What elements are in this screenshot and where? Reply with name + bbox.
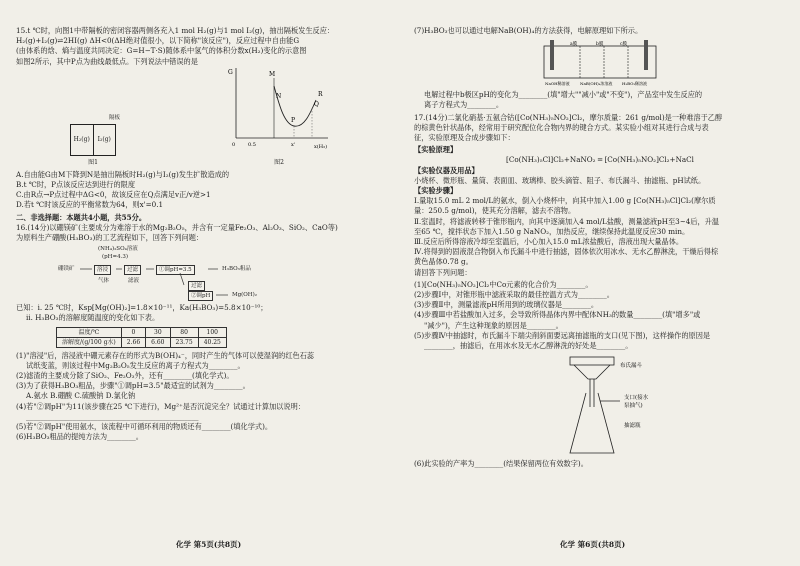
table-row xyxy=(57,337,227,347)
table-cell: 80 xyxy=(170,327,198,337)
question-line: (5)步骤Ⅳ中抽滤时，布氏漏斗下端尖削斜面要远离抽滤瓶的支口(见下图)，这样操作的原因是 xyxy=(414,330,711,340)
membrane-label: b膜 xyxy=(596,42,604,48)
fig2-caption: 图2 xyxy=(274,158,284,166)
flow-step-ph2: ②调pH xyxy=(188,291,213,301)
flow-product: H₃BO₃粗品 xyxy=(222,266,251,273)
section-heading: 二、非选择题：本题共4小题，共55分。 xyxy=(16,212,147,222)
q15-line: (由体系的焓、熵与温度共同决定：G=H−T·S)随体系中氢气的体积分数x(H₂)变化的示意图 xyxy=(16,46,307,56)
buchner-apparatus xyxy=(500,353,700,459)
fig2-point: N xyxy=(276,93,282,101)
steps xyxy=(414,196,786,278)
principle-equation: [Co(NH₃)₅Cl]Cl₂+NaNO₂ ═ [Co(NH₃)₅NO₂]Cl₂+NaCl xyxy=(506,155,694,165)
figure-2 xyxy=(224,64,334,167)
step-line: Ⅲ.反应后所得溶液冷却至室温后，小心加入15.0 mL浓盐酸后，溶液出现大量晶体。 xyxy=(414,237,684,247)
option: B.t ℃时，P点该反应达到进行的限度 xyxy=(16,180,136,190)
sub-line: A.氨水 B.硼酸 C.硫酸钠 D.氯化钠 xyxy=(26,391,136,401)
q16-subquestions xyxy=(16,351,388,443)
q6-line: (6)此实验的产率为________(结果保留两位有效数字)。 xyxy=(414,459,588,469)
known-info xyxy=(16,303,388,323)
step-line: Ⅰ.量取15.0 mL 2 mol/L的氨水，倒入小烧杯中，向其中加入1.00 g [Co(NH₃)₅Cl]Cl₂(摩尔质 xyxy=(414,196,716,206)
fig1-h2: H₂(g) xyxy=(71,125,94,155)
sub-line: (5)若"②调pH"使用氨水，该流程中可循环利用的物质还有________(填化学式)。 xyxy=(16,422,273,432)
fig2-point: P xyxy=(291,117,296,125)
buchner-diagram xyxy=(500,353,700,459)
principle-title: 【实验原理】 xyxy=(414,145,458,155)
process-flowchart xyxy=(16,245,388,301)
right-page xyxy=(414,26,786,469)
apparatus-label: 泵抽气) xyxy=(624,403,643,410)
known-line: ii. H₃BO₃的溶解度随温度的变化如下表。 xyxy=(26,313,160,323)
table-row xyxy=(57,327,227,337)
fig2-y-label: G xyxy=(228,69,233,77)
fig1-i2: I₂(g) xyxy=(97,135,111,143)
step-line: 请回答下列问题： xyxy=(414,267,472,277)
apparatus-label: 布氏漏斗 xyxy=(620,363,643,370)
table-cell: 100 xyxy=(198,327,226,337)
option: A.自由能G由M下降到N是抽出隔板时H₂(g)与I₂(g)发生扩散造成的 xyxy=(16,169,230,179)
table-cell: 30 xyxy=(146,327,170,337)
solution-label: NaOH稀溶液 xyxy=(545,81,570,87)
solubility-table xyxy=(56,327,227,348)
table-cell: 溶解度/(g/100 g水) xyxy=(57,337,122,347)
steps-title: 【实验步骤】 xyxy=(414,186,458,196)
figure-1 xyxy=(70,113,120,167)
q7-sub xyxy=(414,90,786,110)
equip-line: 小烧杯、微形瓶、量筒、表面皿、玻璃棒、胶头滴管、阻子、布氏漏斗、抽滤瓶、pH试纸。 xyxy=(414,175,706,185)
question-line: (1)[Co(NH₃)₅NO₂]Cl₂中Co元素的化合价为________。 xyxy=(414,279,593,289)
electrolysis-diagram xyxy=(540,38,660,88)
fig1-partition-label: 隔板 xyxy=(108,115,120,122)
step-line: 黄色晶体0.78 g。 xyxy=(414,257,473,267)
q15-stem xyxy=(16,26,388,67)
q16-line: 16.(14分)以硼镁矿(主要成分为难溶于水的Mg₂B₂O₅，并含有一定量Fe₂O₃、Al₂O₃、SiO₂、CaO等) xyxy=(16,222,338,232)
apparatus-label: 抽滤瓶 xyxy=(624,423,641,430)
flow-raw: 硼镁矿 xyxy=(58,266,75,273)
equip-title: 【实验仪器及用品】 xyxy=(414,165,479,175)
fig2-curve-plot xyxy=(224,64,334,152)
q17-line: 的棕黄色针状晶体，经常用于研究配位化合物内界的键合方式。某实验小组对其进行合成与表 xyxy=(414,122,709,132)
sub-line: 试纸变蓝，则该过程中Mg₂B₂O₅发生反应的离子方程式为________。 xyxy=(26,360,245,370)
flow-step-ph1: ①调pH=3.5 xyxy=(156,265,195,275)
question-line: "减少")，产生这种现象的原因是________。 xyxy=(424,320,563,330)
apparatus-label: 支口(接水 xyxy=(624,395,649,402)
solution-label: H₃BO₃稀溶液 xyxy=(622,81,647,87)
option: C.由R点→P点过程中ΔG<0，故该反应在Q点满足v正/v逆>1 xyxy=(16,190,211,200)
table-cell: 23.75 xyxy=(170,337,198,347)
question-line: ________，抽滤后，在用冰水及无水乙醇淋洗的好处是________。 xyxy=(424,341,633,351)
page-footer-left: 化学 第5页(共8页) xyxy=(176,540,242,549)
q7-line: (7)H₃BO₃也可以通过电解NaB(OH)₄的方法获得，电解原理如下所示。 xyxy=(414,26,643,35)
solution-label: NaB(OH)₄浓溶液 xyxy=(580,81,613,87)
flow-reagent: (NH₄)₂SO₄溶液 xyxy=(98,246,138,253)
membrane-label: c膜 xyxy=(620,42,628,48)
step-line: Ⅳ.将得到的固液混合物倒入布氏漏斗中进行抽滤，固体依次用冰水、无水乙醇淋洗，干燥后得棕 xyxy=(414,247,719,257)
fig2-tick: x' xyxy=(291,142,296,149)
q16-line: 为原料生产硼酸(H₃BO₃)的工艺流程如下，回答下列问题： xyxy=(16,233,204,243)
fig2-point: M xyxy=(269,71,276,79)
flow-reagent-ph: (pH=4.3) xyxy=(102,254,128,261)
q15-line: H₂(g)+I₂(g)⇌2HI(g) ΔH<0(ΔH绝对值很小，以下简称"该反应")，反应过程中自由能G xyxy=(16,36,300,46)
left-page xyxy=(16,26,388,444)
fig2-point: R xyxy=(318,91,323,99)
q16-stem xyxy=(16,223,388,243)
fig1-caption: 图1 xyxy=(88,158,98,166)
known-line: 已知：i. 25 ℃时，Ksp[Mg(OH)₂]=1.8×10⁻¹¹，Ka(H₃BO₃)=5.8×10⁻¹⁰； xyxy=(16,303,268,313)
q17-stem xyxy=(414,113,786,144)
q17-questions xyxy=(414,280,786,351)
q15-line: 15.t ℃时，向图1中带隔板的密闭容器两侧各充入1 mol H₂(g)与1 mol I₂(g)，抽出隔板发生反应： xyxy=(16,26,335,35)
sub-line: (1)"溶浸"后，溶浸液中硼元素存在的形式为B(OH)₄⁻，同时产生的气体可以使湿润的红色石蕊 xyxy=(16,350,315,360)
sub-line: 电解过程中b极区pH的变化为________(填"增大""减小"或"不变")，产品室中发生反应的 xyxy=(424,90,703,100)
q17-line: 征，实验原理及合成步骤如下： xyxy=(414,133,515,143)
question-line: (2)步骤Ⅰ中，对锥形瓶中滤液采取的最佳控温方式为________。 xyxy=(414,290,614,300)
membrane-label: a膜 xyxy=(570,42,578,48)
fig2-point: Q xyxy=(314,101,319,109)
fig1-container xyxy=(70,124,116,156)
fig2-origin: 0 xyxy=(232,142,236,149)
sub-line: (2)滤渣的主要成分除了SiO₂、Fe₂O₃外，还有________(填化学式)。 xyxy=(16,371,234,381)
q17-line: 17.(14分)二氯化硝基·五氨合钴([Co(NH₃)₅NO₂]Cl₂，摩尔质量：261 g/mol)是一种难溶于乙醇 xyxy=(414,112,723,122)
sub-line: (3)为了获得H₃BO₃粗品，步骤"①调pH=3.5"最适宜的试剂为________。 xyxy=(16,381,250,391)
step-line: Ⅱ.室温时，将滤液转移于锥形瓶内，向其中逐滴加入4 mol/L盐酸，测量滤液pH至3~4后，升温 xyxy=(414,216,720,226)
table-cell: 0 xyxy=(121,327,145,337)
step-line: 量：250.5 g/mol)，使其充分溶解，滤去不溶物。 xyxy=(414,206,576,216)
flow-gas: 气体 xyxy=(98,278,110,285)
flow-step-filter2: 过滤 xyxy=(188,281,205,291)
flow-mgoh2: Mg(OH)₂ xyxy=(232,292,257,299)
question-line: (3)步骤Ⅱ中，测量滤液pH所用到的玻璃仪器是________。 xyxy=(414,300,599,310)
step-line: 至65 ℃，搅拌状态下加入1.50 g NaNO₂，加热反应，继续保持此温度反应30 min。 xyxy=(414,226,690,236)
table-cell: 40.25 xyxy=(198,337,226,347)
table-cell: 2.66 xyxy=(121,337,145,347)
sub-line: (6)H₃BO₃粗品的提纯方法为________。 xyxy=(16,432,143,442)
flow-step-leach: 溶浸 xyxy=(94,265,111,275)
sub-line: (4)若"②调pH"为11(该步骤在25 ℃下进行)，Mg²⁺是否沉淀完全？试通过计算加以说明： xyxy=(16,401,305,411)
flow-step-filter: 过滤 xyxy=(124,265,141,275)
table-cell: 温度/℃ xyxy=(57,327,122,337)
sub-line: ________________________________________________ xyxy=(26,411,199,421)
page-footer-right: 化学 第6页(共8页) xyxy=(560,540,626,549)
q15-figures xyxy=(16,70,388,168)
electrolysis-cell xyxy=(540,38,660,88)
flow-residue: 滤液 xyxy=(128,278,140,285)
question-line: (4)步骤Ⅲ中若盐酸加入过多，会导致所得晶体内界中配体NH₃的数量________(填"增多"或 xyxy=(414,310,701,320)
fig2-x-label: x(H₂) xyxy=(314,144,328,151)
option: D.若t ℃时该反应的平衡常数为64，则x'=0.1 xyxy=(16,200,164,210)
table-cell: 6.60 xyxy=(146,337,170,347)
q15-options xyxy=(16,170,388,211)
fig2-tick: 0.5 xyxy=(248,142,256,149)
sub-line: 离子方程式为________。 xyxy=(424,100,504,110)
q15-line: 如图2所示，其中P点为曲线最低点。下列说法中错误的是 xyxy=(16,56,198,66)
